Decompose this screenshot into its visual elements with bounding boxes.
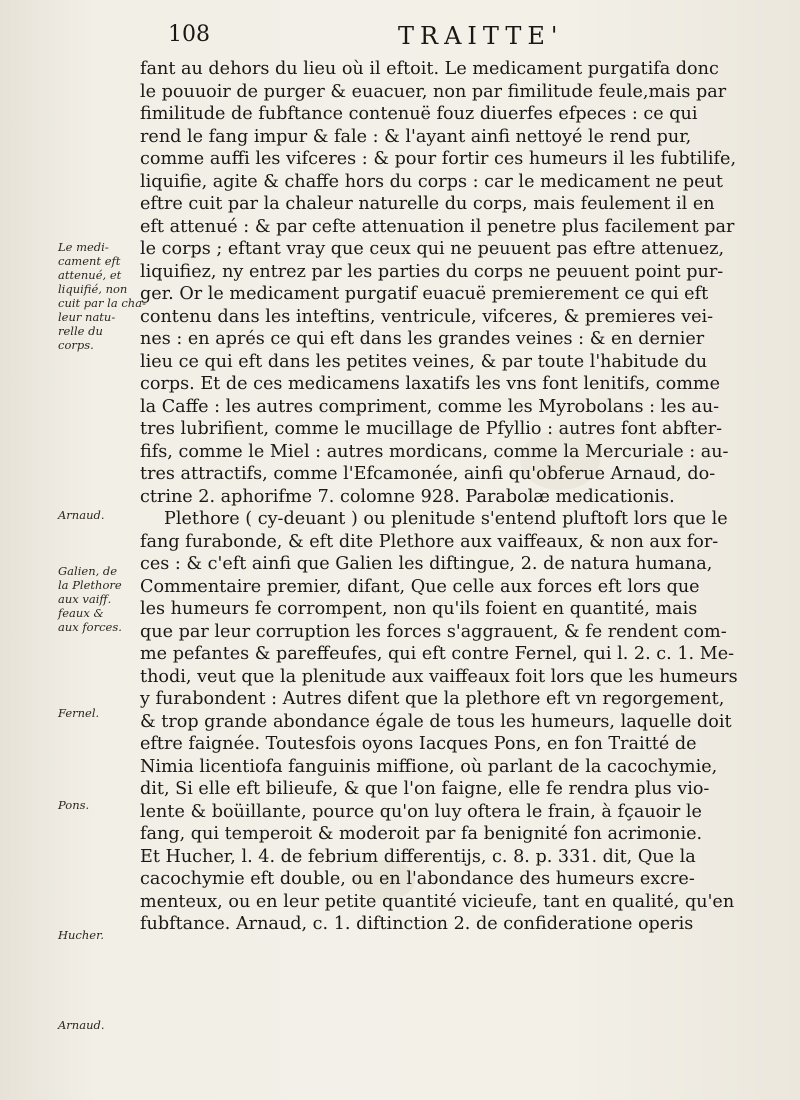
text-line: fimilitude de fubftance contenuë fouz diuerfes efpeces : ce qui — [140, 104, 698, 124]
margin-note: Pons. — [58, 798, 90, 812]
text-line: les humeurs fe corrompent, non qu'ils foient en quantité, mais — [140, 599, 698, 619]
margin-note: Arnaud. — [58, 508, 105, 522]
text-line: lente & boüillante, pource qu'on luy oftera le frain, à fçauoir le — [140, 801, 702, 822]
page-number: 108 — [168, 22, 210, 47]
text-line: Nimia licentiofa fanguinis miffione, où parlant de la cacochymie, — [140, 756, 718, 777]
text-line: ces : & c'eft ainfi que Galien les diftingue, 2. de natura humana, — [140, 554, 713, 574]
text-line: nes : en aprés ce qui eft dans les grandes veines : & en dernier — [140, 329, 705, 349]
text-line: contenu dans les inteftins, ventricule, vifceres, & premieres vei- — [140, 306, 714, 327]
text-line: ctrine 2. aphorifme 7. colomne 928. Parabolæ medicationis. — [140, 486, 675, 507]
margin-note: Hucher. — [58, 928, 104, 942]
text-line: fant au dehors du lieu où il eftoit. Le medicament purgatifa donc — [140, 59, 719, 79]
text-line: fang furabonde, & eft dite Plethore aux vaiffeaux, & non aux for- — [140, 531, 719, 552]
margin-note: Arnaud. — [58, 1018, 105, 1032]
text-line: y furabondent : Autres difent que la plethore eft vn regorgement, — [140, 689, 725, 709]
text-line: ger. Or le medicament purgatif euacuë premierement ce qui eft — [140, 284, 709, 304]
text-line: fubftance. Arnaud, c. 1. diftinction 2. de confideratione operis — [140, 914, 694, 934]
text-line: & trop grande abondance égale de tous les humeurs, laquelle doit — [140, 711, 732, 732]
text-line: Commentaire premier, difant, Que celle aux forces eft lors que — [140, 576, 700, 597]
text-line: thodi, veut que la plenitude aux vaiffeaux foit lors que les humeurs — [140, 666, 738, 687]
text-line: eft attenué : & par cefte attenuation il penetre plus facilement par — [140, 216, 735, 237]
margin-note: Galien, de la Plethore aux vaiff. feaux & aux forces. — [58, 564, 122, 634]
text-line: Plethore ( cy-deuant ) ou plenitude s'entend pluftoft lors que le — [164, 509, 728, 529]
text-line: Et Hucher, l. 4. de febrium differentijs, c. 8. p. 331. dit, Que la — [140, 846, 696, 867]
text-line: tres attractifs, comme l'Efcamonée, ainfi qu'obferue Arnaud, do- — [140, 464, 716, 484]
text-line: rend le fang impur & fale : & l'ayant ainfi nettoyé le rend pur, — [140, 126, 692, 147]
text-line: liquifiez, ny entrez par les parties du corps ne peuuent point pur- — [140, 261, 724, 282]
text-line: le pouuoir de purger & euacuer, non par fimilitude feule,mais par — [140, 81, 727, 102]
text-line: cacochymie eft double, ou en l'abondance des humeurs excre- — [140, 869, 695, 889]
text-line: fang, qui temperoit & moderoit par fa benignité fon acrimonie. — [140, 824, 703, 844]
page-header — [0, 22, 800, 62]
text-line: la Caffe : les autres compriment, comme les Myrobolans : les au- — [140, 396, 720, 417]
running-title: TRAITTE' — [398, 22, 564, 50]
text-line: corps. Et de ces medicamens laxatifs les vns font lenitifs, comme — [140, 374, 721, 394]
text-line: dit, Si elle eft bilieufe, & que l'on faigne, elle fe rendra plus vio- — [140, 779, 710, 799]
text-line: eftre faignée. Toutesfois oyons Iacques Pons, en fon Traitté de — [140, 734, 697, 754]
text-line: eftre cuit par la chaleur naturelle du corps, mais feulement il en — [140, 194, 715, 214]
text-line: menteux, ou en leur petite quantité vicieufe, tant en qualité, qu'en — [140, 891, 735, 912]
text-line: le corps ; eftant vray que ceux qui ne peuuent pas eftre attenuez, — [140, 239, 725, 259]
text-line: que par leur corruption les forces s'aggrauent, & fe rendent com- — [140, 621, 727, 642]
text-line: lieu ce qui eft dans les petites veines, & par toute l'habitude du — [140, 351, 708, 372]
margin-note: Fernel. — [58, 706, 100, 720]
text-line: liquifie, agite & chaffe hors du corps : car le medicament ne peut — [140, 171, 723, 192]
text-line: fifs, comme le Miel : autres mordicans, comme la Mercuriale : au- — [140, 441, 729, 462]
body-text — [140, 58, 780, 936]
margin-note: Le medi- cament eft attenué, et liquifié, non cuit par la cha- leur natu- relle du corps. — [58, 240, 146, 352]
text-line: tres lubrifient, comme le mucillage de Pfyllio : autres font abfter- — [140, 419, 723, 439]
text-line: comme auffi les vifceres : & pour fortir ces humeurs il les fubtilife, — [140, 149, 737, 169]
text-line: me pefantes & pareffeufes, qui eft contre Fernel, qui l. 2. c. 1. Me- — [140, 644, 735, 664]
